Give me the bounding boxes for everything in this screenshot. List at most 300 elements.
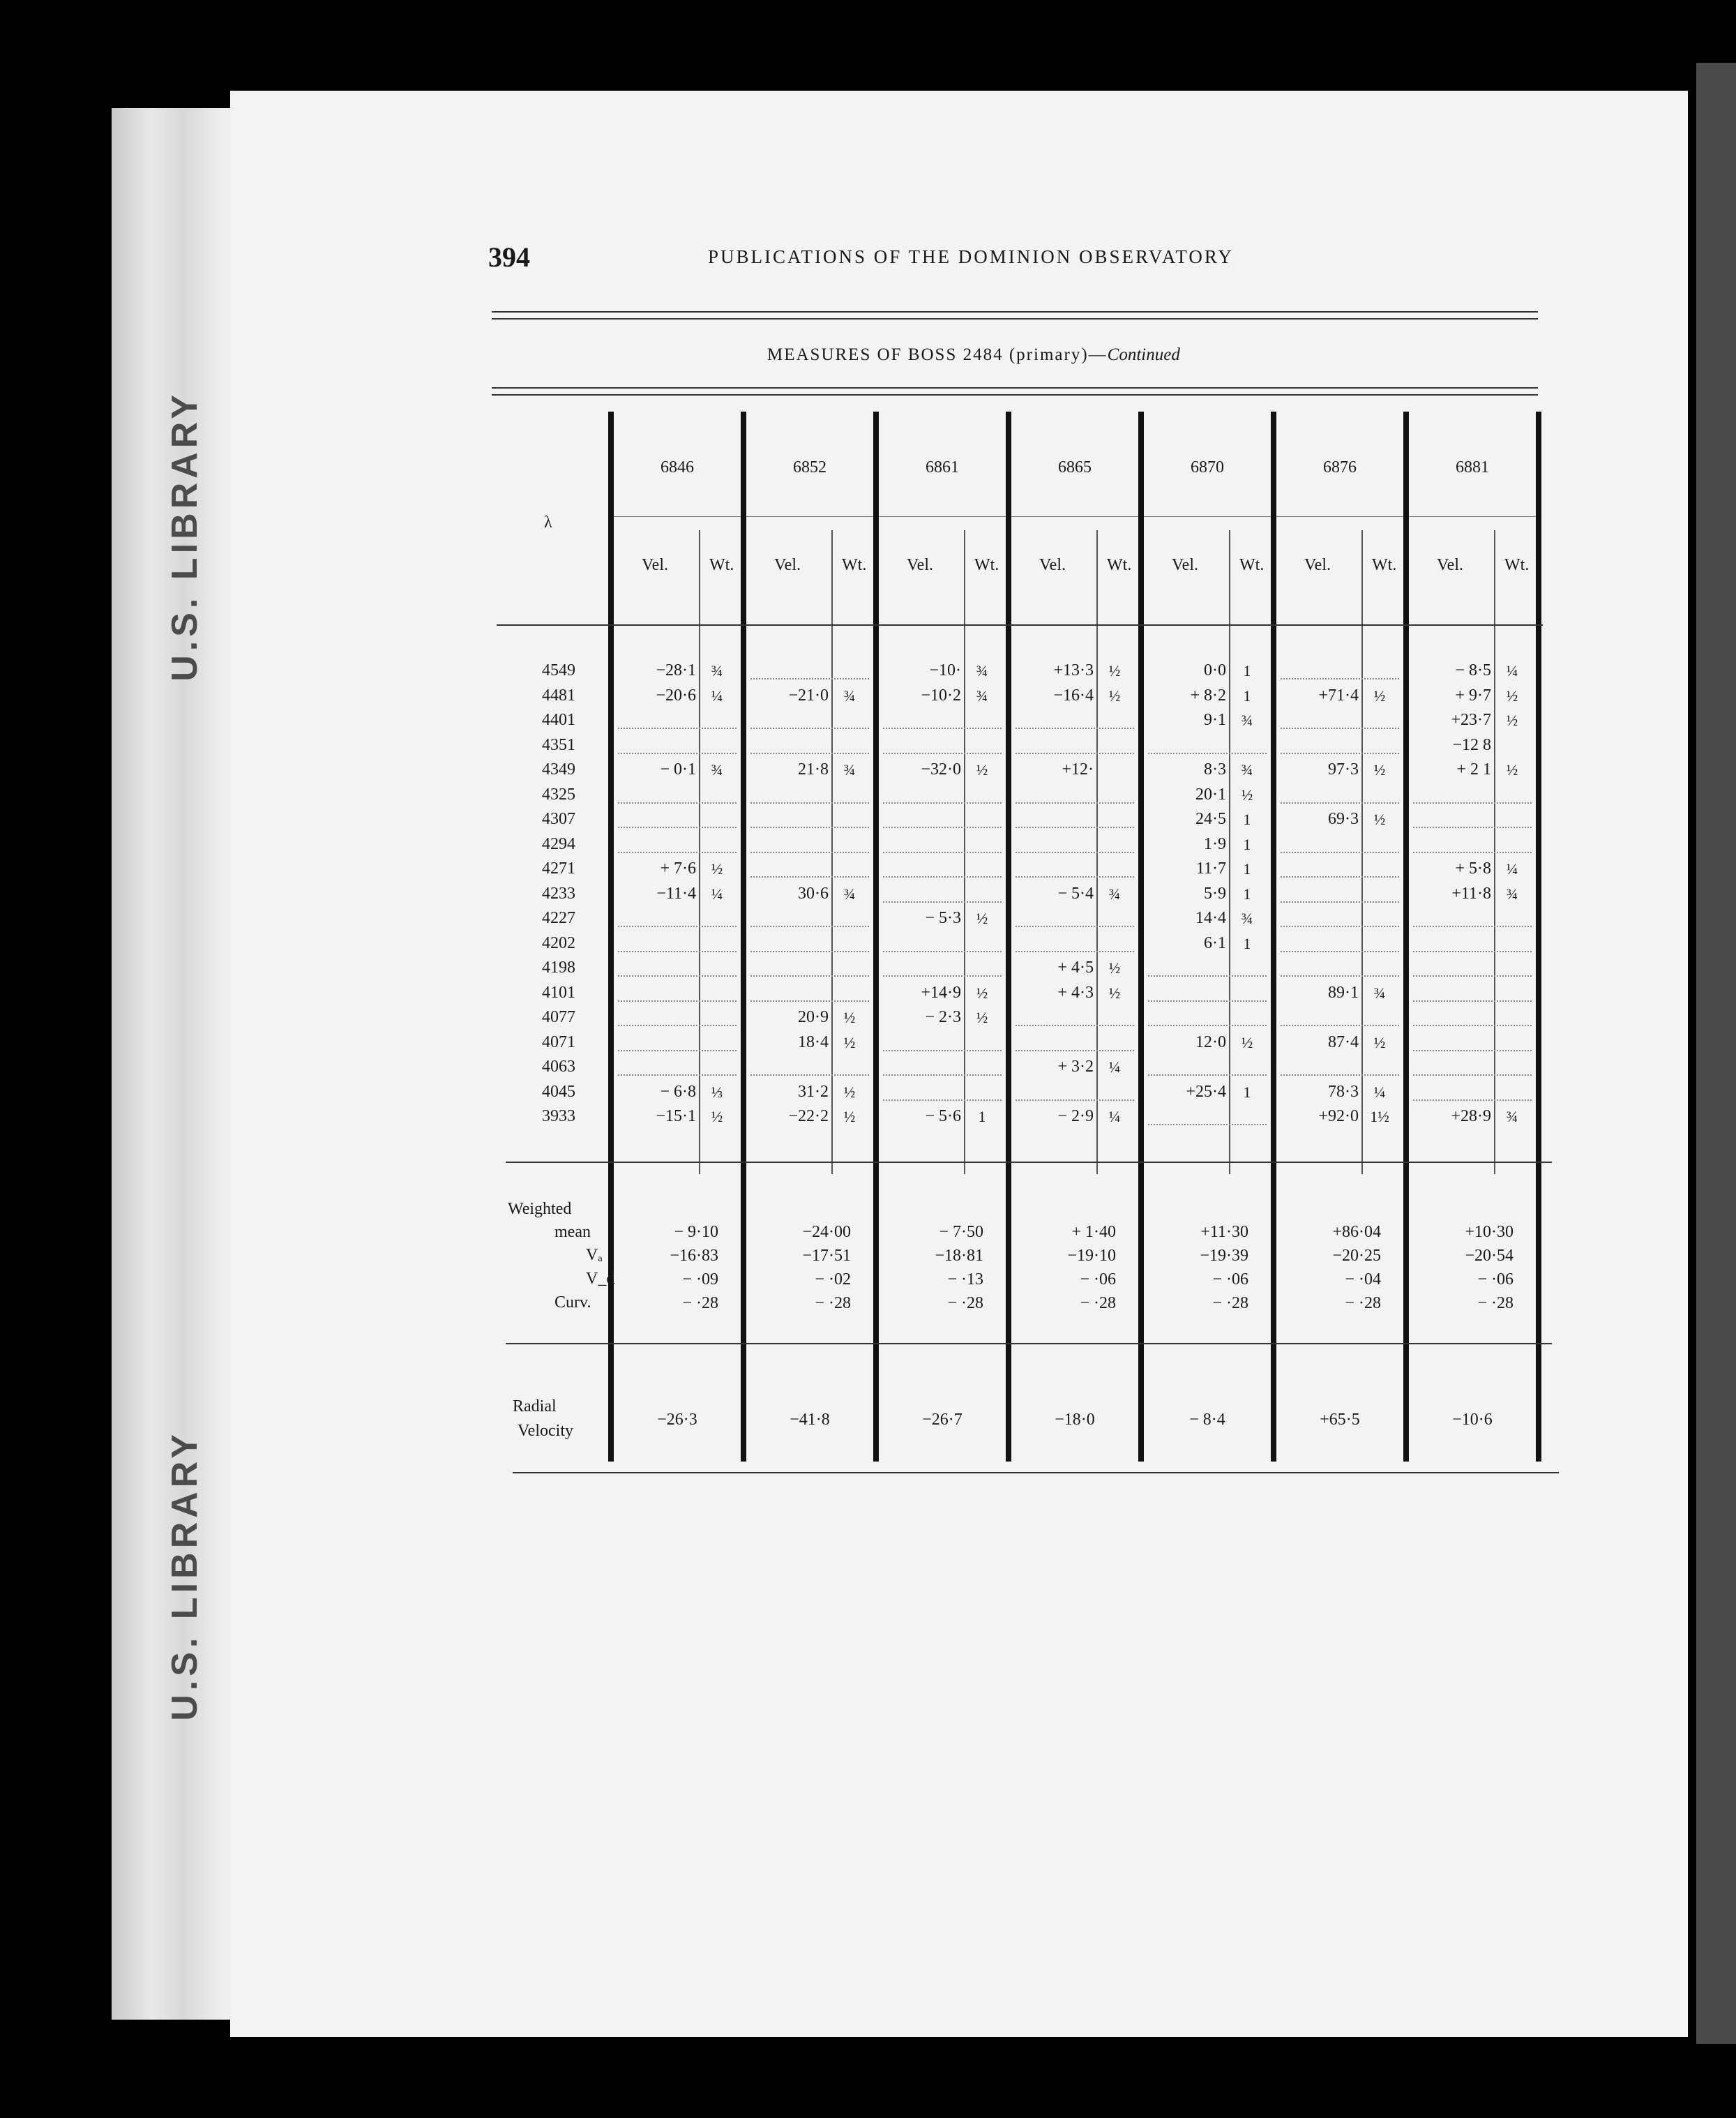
weight-value: ½: [1373, 1033, 1386, 1051]
velocity-value: +13·3: [1053, 661, 1094, 679]
weight-value: ½: [1241, 1033, 1253, 1051]
wavelength-label: 4401: [542, 711, 575, 729]
velocity-value: −16·4: [1053, 686, 1094, 705]
vel-header: Vel.: [907, 556, 933, 574]
dotted-leader: [750, 852, 869, 853]
dotted-leader: [1016, 802, 1134, 804]
weight-value: ½: [1506, 686, 1518, 705]
weight-value: 1: [1243, 934, 1251, 952]
weight-value: ¾: [711, 662, 723, 679]
velocity-value: 20·1: [1195, 785, 1226, 804]
dotted-leader: [618, 1050, 737, 1051]
summary-curv: − ·28: [1345, 1294, 1381, 1312]
summary-wm: +10·30: [1465, 1223, 1514, 1241]
plate-number: 6861: [926, 458, 959, 476]
wt-header: Wt.: [1372, 556, 1397, 574]
velocity-value: + 3·2: [1057, 1058, 1094, 1076]
running-title: PUBLICATIONS OF THE DOMINION OBSERVATORY: [708, 246, 1234, 267]
double-rule: [492, 318, 1538, 320]
plate-number: 6865: [1058, 458, 1092, 476]
column-divider-bar: [1006, 412, 1011, 1462]
dotted-leader: [618, 926, 737, 927]
wt-header: Wt.: [709, 556, 734, 574]
dotted-leader: [883, 753, 1002, 754]
weight-value: ½: [976, 910, 988, 927]
summary-wm: − 9·10: [674, 1223, 718, 1241]
dotted-leader: [618, 1074, 737, 1076]
dotted-leader: [1413, 951, 1532, 952]
radial-velocity-value: −41·8: [790, 1411, 830, 1429]
dotted-leader: [1281, 728, 1399, 729]
caption-main: MEASURES OF BOSS 2484 (primary)—: [767, 345, 1108, 364]
velocity-value: + 5·8: [1455, 859, 1491, 878]
column-divider-bar: [1271, 412, 1276, 1462]
weight-value: ½: [843, 1108, 856, 1125]
weight-value: ¾: [1506, 1108, 1518, 1125]
double-rule: [492, 387, 1538, 389]
dotted-leader: [750, 728, 869, 729]
velocity-value: −21·0: [788, 686, 829, 705]
weight-value: 1: [1243, 1083, 1251, 1101]
dotted-leader: [1016, 926, 1134, 927]
vel-header: Vel.: [642, 556, 668, 574]
dotted-leader: [618, 1000, 737, 1002]
radial-velocity-value: +65·5: [1320, 1411, 1360, 1429]
velocity-value: +23·7: [1451, 711, 1491, 729]
table-caption: [767, 345, 1180, 365]
weight-value: ½: [1108, 686, 1121, 705]
radial-velocity-value: −18·0: [1055, 1411, 1095, 1429]
weight-value: ¼: [1373, 1083, 1386, 1101]
weight-value: ¼: [1506, 860, 1518, 878]
dotted-leader: [1413, 1025, 1532, 1026]
weight-value: ½: [1506, 712, 1518, 729]
dotted-leader: [618, 802, 737, 804]
weight-value: ¼: [711, 885, 723, 903]
wavelength-label: 4325: [542, 785, 575, 804]
va-label: Vₐ: [586, 1246, 603, 1264]
velocity-value: −10·2: [921, 686, 961, 705]
dotted-leader: [750, 975, 869, 977]
summary-vd: − ·06: [1080, 1270, 1116, 1289]
dotted-leader: [750, 802, 869, 804]
dotted-leader: [883, 901, 1002, 903]
velocity-value: − 2·9: [1057, 1107, 1094, 1125]
weight-value: ½: [976, 1009, 988, 1026]
dotted-leader: [1281, 1025, 1399, 1026]
dotted-leader: [1016, 852, 1134, 853]
dotted-leader: [1281, 852, 1399, 853]
wavelength-label: 4227: [542, 909, 575, 927]
vel-wt-divider: [1229, 530, 1230, 1174]
dotted-leader: [1413, 852, 1532, 853]
summary-vd: − ·06: [1212, 1270, 1248, 1289]
summary-curv: − ·28: [1080, 1294, 1116, 1312]
dotted-leader: [618, 975, 737, 977]
dotted-leader: [1281, 876, 1399, 878]
weight-value: ½: [1108, 662, 1121, 679]
wt-header: Wt.: [974, 556, 999, 574]
weight-value: 1½: [1370, 1108, 1389, 1125]
plate-number: 6870: [1191, 458, 1224, 476]
summary-vd: − ·13: [947, 1270, 983, 1289]
velocity-value: 20·9: [798, 1008, 829, 1026]
wt-header: Wt.: [1107, 556, 1132, 574]
vel-header: Vel.: [1437, 556, 1463, 574]
weight-value: ½: [843, 1033, 856, 1051]
wavelength-label: 4481: [542, 686, 575, 705]
summary-curv: − ·28: [1212, 1294, 1248, 1312]
weight-value: ⅓: [711, 1083, 723, 1101]
summary-va: −16·83: [670, 1247, 718, 1265]
summary-wm: +86·04: [1332, 1223, 1381, 1241]
wavelength-label: 4233: [542, 884, 575, 903]
summary-curv: − ·28: [682, 1294, 718, 1312]
weight-value: ½: [976, 984, 988, 1002]
dotted-leader: [1148, 1025, 1267, 1026]
wavelength-label: 4294: [542, 834, 575, 853]
weight-value: ½: [711, 860, 723, 878]
velocity-value: 24·5: [1195, 810, 1226, 828]
plate-header-rule: [1144, 516, 1271, 517]
column-divider-bar: [608, 412, 614, 1462]
dotted-leader: [618, 753, 737, 754]
wt-header: Wt.: [842, 556, 867, 574]
weight-value: 1: [978, 1108, 986, 1125]
wavelength-label: 4271: [542, 859, 575, 878]
weight-value: 1: [1243, 860, 1251, 878]
dotted-leader: [1016, 728, 1134, 729]
dotted-leader: [750, 1000, 869, 1002]
velocity-value: 5·9: [1204, 884, 1226, 903]
weight-value: 1: [1243, 811, 1251, 828]
weight-value: 1: [1243, 686, 1251, 705]
dotted-leader: [618, 728, 737, 729]
velocity-value: − 5·6: [925, 1107, 961, 1125]
mean-label: mean: [554, 1223, 591, 1241]
dotted-leader: [1281, 926, 1399, 927]
dotted-leader: [1413, 975, 1532, 977]
weight-value: ½: [711, 1108, 723, 1125]
dotted-leader: [1148, 753, 1267, 754]
plate-header-rule: [1409, 516, 1536, 517]
column-divider-bar: [873, 412, 879, 1462]
library-stamp: U.S. LIBRARY: [165, 1430, 205, 1721]
velocity-value: +71·4: [1318, 686, 1359, 705]
dotted-leader: [883, 975, 1002, 977]
dotted-leader: [883, 728, 1002, 729]
dotted-leader: [1413, 1000, 1532, 1002]
summary-bottom-rule: [506, 1343, 1552, 1344]
wavelength-label: 4198: [542, 959, 575, 977]
summary-vd: − ·04: [1345, 1270, 1381, 1289]
velocity-value: 11·7: [1195, 859, 1226, 878]
velocity-value: 14·4: [1195, 909, 1226, 927]
dotted-leader: [1281, 901, 1399, 903]
velocity-value: −28·1: [656, 661, 696, 679]
plate-number: 6876: [1323, 458, 1357, 476]
summary-va: −19·39: [1200, 1247, 1248, 1265]
curv-label: Curv.: [554, 1293, 591, 1312]
summary-vd: − ·06: [1477, 1270, 1514, 1289]
weight-value: ¼: [711, 686, 723, 705]
dotted-leader: [883, 802, 1002, 804]
table-bottom-rule: [513, 1472, 1559, 1473]
velocity-value: + 9·7: [1455, 686, 1491, 705]
velocity-value: 12·0: [1195, 1032, 1226, 1051]
dotted-leader: [1016, 1025, 1134, 1026]
weight-value: ¾: [1241, 712, 1253, 729]
summary-wm: −24·00: [802, 1223, 851, 1241]
summary-va: −20·25: [1332, 1247, 1381, 1265]
dotted-leader: [750, 753, 869, 754]
wavelength-label: 4071: [542, 1032, 575, 1051]
weight-value: ½: [1506, 761, 1518, 779]
velocity-value: −22·2: [788, 1107, 829, 1125]
dotted-leader: [1148, 975, 1267, 977]
weight-value: 1: [1243, 662, 1251, 679]
velocity-value: 21·8: [798, 760, 829, 779]
dotted-leader: [1413, 802, 1532, 804]
velocity-value: − 6·8: [660, 1082, 696, 1101]
vel-header: Vel.: [1039, 556, 1066, 574]
summary-curv: − ·28: [1477, 1294, 1514, 1312]
dotted-leader: [1016, 951, 1134, 952]
velocity-value: +11·8: [1451, 884, 1491, 903]
radial-velocity-value: − 8·4: [1189, 1411, 1225, 1429]
dotted-leader: [750, 876, 869, 878]
library-stamp: U.S. LIBRARY: [165, 391, 205, 682]
weight-value: ½: [1373, 686, 1386, 705]
weight-value: ¾: [976, 662, 988, 679]
weight-value: ¼: [1506, 662, 1518, 679]
summary-wm: + 1·40: [1071, 1223, 1116, 1241]
dotted-leader: [1148, 1124, 1267, 1125]
velocity-value: − 2·3: [925, 1008, 961, 1026]
velocity-value: 0·0: [1204, 661, 1226, 679]
weight-value: ¾: [1108, 885, 1121, 903]
velocity-value: − 8·5: [1455, 661, 1491, 679]
velocity-value: −12 8: [1452, 735, 1491, 754]
plate-number: 6852: [793, 458, 827, 476]
summary-wm: +11·30: [1200, 1223, 1248, 1241]
weight-value: ¾: [843, 686, 856, 705]
double-rule: [492, 311, 1538, 313]
dotted-leader: [1281, 802, 1399, 804]
dotted-leader: [1413, 926, 1532, 927]
radial-velocity-value: −26·3: [657, 1411, 697, 1429]
dotted-leader: [1016, 827, 1134, 828]
dotted-leader: [618, 951, 737, 952]
dotted-leader: [750, 951, 869, 952]
dotted-leader: [883, 1099, 1002, 1101]
dotted-leader: [750, 926, 869, 927]
dotted-leader: [750, 678, 869, 679]
radial-label: Radial: [513, 1397, 557, 1415]
velocity-value: 89·1: [1328, 983, 1359, 1002]
column-divider-bar: [1138, 412, 1144, 1462]
dotted-leader: [750, 1074, 869, 1076]
velocity-value: + 4·5: [1057, 959, 1094, 977]
summary-curv: − ·28: [947, 1294, 983, 1312]
summary-va: −19·10: [1067, 1247, 1116, 1265]
weight-value: ½: [1373, 761, 1386, 779]
velocity-value: −20·6: [656, 686, 696, 705]
dotted-leader: [1148, 1074, 1267, 1076]
dotted-leader: [883, 827, 1002, 828]
weighted-label: Weighted: [508, 1200, 572, 1218]
weight-value: ¾: [976, 686, 988, 705]
dotted-leader: [1413, 1099, 1532, 1101]
weight-value: ½: [1108, 959, 1121, 977]
column-divider-bar: [741, 412, 746, 1462]
velocity-value: −11·4: [656, 884, 696, 903]
dotted-leader: [883, 1074, 1002, 1076]
wavelength-label: 4549: [542, 661, 575, 679]
plate-header-rule: [614, 516, 741, 517]
plate-header-rule: [1276, 516, 1403, 517]
velocity-value: 6·1: [1204, 933, 1226, 952]
dotted-leader: [1281, 753, 1399, 754]
wavelength-label: 4349: [542, 760, 575, 779]
vel-header: Vel.: [1172, 556, 1198, 574]
column-divider-bar: [1403, 412, 1409, 1462]
summary-va: −17·51: [802, 1247, 851, 1265]
velocity-value: + 7·6: [660, 859, 696, 878]
dotted-leader: [618, 1025, 737, 1026]
plate-header-rule: [1011, 516, 1138, 517]
velocity-value: 69·3: [1328, 810, 1359, 828]
dotted-leader: [1016, 1099, 1134, 1101]
dotted-leader: [1413, 827, 1532, 828]
header-bottom-rule: [497, 624, 1543, 626]
velocity-value: −32·0: [921, 760, 961, 779]
plate-header-rule: [879, 516, 1006, 517]
weight-value: ½: [1108, 984, 1121, 1002]
weight-value: ½: [1373, 811, 1386, 828]
velocity-value: 1·9: [1204, 834, 1226, 853]
dotted-leader: [1413, 1074, 1532, 1076]
vd-label: V_d: [586, 1270, 615, 1288]
double-rule: [492, 394, 1538, 396]
wavelength-label: 4307: [542, 810, 575, 828]
velocity-value: + 2 1: [1456, 760, 1491, 779]
velocity-label: Velocity: [518, 1422, 573, 1440]
weight-value: ¾: [1241, 910, 1253, 927]
velocity-value: 8·3: [1204, 760, 1226, 779]
velocity-value: +12·: [1062, 760, 1094, 779]
wavelength-label: 4202: [542, 933, 575, 952]
velocity-value: −10·: [929, 661, 961, 679]
dotted-leader: [618, 852, 737, 853]
dotted-leader: [1281, 975, 1399, 977]
dotted-leader: [883, 852, 1002, 853]
velocity-value: 18·4: [798, 1032, 829, 1051]
dotted-leader: [1281, 951, 1399, 952]
velocity-value: + 4·3: [1057, 983, 1094, 1002]
dotted-leader: [1148, 1000, 1267, 1002]
column-divider-bar: [1536, 412, 1541, 1462]
weight-value: ¾: [843, 885, 856, 903]
plate-header-rule: [746, 516, 873, 517]
wt-header: Wt.: [1504, 556, 1530, 574]
dotted-leader: [1016, 753, 1134, 754]
dotted-leader: [750, 827, 869, 828]
dotted-leader: [1413, 1050, 1532, 1051]
velocity-value: −15·1: [656, 1107, 696, 1125]
weight-value: ½: [976, 761, 988, 779]
velocity-value: 87·4: [1328, 1032, 1359, 1051]
dotted-leader: [1016, 876, 1134, 878]
plate-number: 6846: [661, 458, 694, 476]
dotted-leader: [883, 876, 1002, 878]
velocity-value: +92·0: [1318, 1107, 1359, 1125]
velocity-value: − 0·1: [660, 760, 696, 779]
dotted-leader: [1281, 1074, 1399, 1076]
page-sheet: [230, 91, 1688, 2037]
weight-value: ½: [843, 1009, 856, 1026]
velocity-value: 78·3: [1328, 1082, 1359, 1101]
radial-velocity-value: −10·6: [1452, 1411, 1493, 1429]
dotted-leader: [1016, 1050, 1134, 1051]
caption-continued: Continued: [1107, 345, 1180, 364]
wt-header: Wt.: [1239, 556, 1265, 574]
velocity-value: 31·2: [798, 1082, 829, 1101]
wavelength-label: 4063: [542, 1058, 575, 1076]
summary-va: −20·54: [1465, 1247, 1514, 1265]
weight-value: 1: [1243, 835, 1251, 853]
summary-wm: − 7·50: [939, 1223, 983, 1241]
weight-value: ½: [843, 1083, 856, 1101]
weight-value: ½: [1241, 786, 1253, 804]
dotted-leader: [883, 951, 1002, 952]
velocity-value: 97·3: [1328, 760, 1359, 779]
lambda-header: λ: [544, 513, 552, 532]
weight-value: ¼: [1108, 1058, 1121, 1076]
wavelength-label: 3933: [542, 1107, 575, 1125]
summary-vd: − ·02: [815, 1270, 851, 1289]
weight-value: ¾: [1373, 984, 1386, 1002]
wavelength-label: 4101: [542, 983, 575, 1002]
velocity-value: 9·1: [1204, 711, 1226, 729]
summary-va: −18·81: [935, 1247, 983, 1265]
summary-vd: − ·09: [682, 1270, 718, 1289]
weight-value: 1: [1243, 885, 1251, 903]
plate-number: 6881: [1456, 458, 1489, 476]
weight-value: ¼: [1108, 1108, 1121, 1125]
velocity-value: +28·9: [1451, 1107, 1491, 1125]
vel-header: Vel.: [1304, 556, 1331, 574]
wavelength-label: 4077: [542, 1008, 575, 1026]
dotted-leader: [1281, 678, 1399, 679]
dotted-leader: [883, 1050, 1002, 1051]
dotted-leader: [618, 827, 737, 828]
radial-velocity-value: −26·7: [922, 1411, 963, 1429]
weight-value: ¾: [843, 761, 856, 779]
wavelength-label: 4351: [542, 735, 575, 754]
weight-value: ¾: [1506, 885, 1518, 903]
page-number: 394: [488, 241, 530, 273]
summary-curv: − ·28: [815, 1294, 851, 1312]
weight-value: ¾: [1241, 761, 1253, 779]
velocity-value: 30·6: [798, 884, 829, 903]
velocity-value: − 5·3: [925, 909, 961, 927]
velocity-value: − 5·4: [1057, 884, 1094, 903]
velocity-value: +25·4: [1186, 1082, 1226, 1101]
scan-edge-strip: [1696, 63, 1736, 2044]
measures-bottom-rule: [506, 1162, 1552, 1163]
wavelength-label: 4045: [542, 1082, 575, 1101]
